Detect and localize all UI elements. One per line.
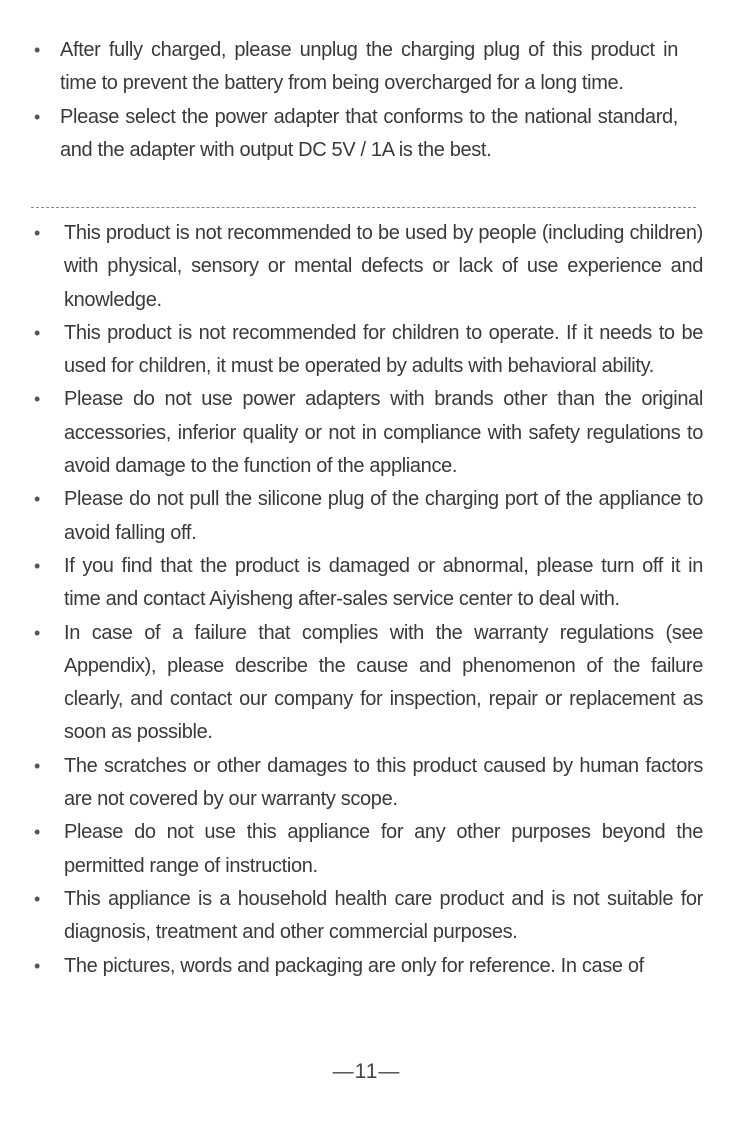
list-item — [34, 101, 678, 168]
list-item — [34, 317, 703, 384]
list-item-text: After fully charged, please unplug the charging plug of this product in time to prevent the battery from being overcharged for a long time. — [60, 39, 678, 95]
list-item — [34, 816, 703, 883]
charging-notes-list — [34, 34, 678, 167]
list-item — [34, 483, 703, 550]
bullet-icon: • — [34, 389, 40, 410]
bullet-icon: • — [34, 555, 40, 576]
bullet-icon: • — [34, 822, 40, 843]
list-item — [34, 217, 703, 317]
list-item-text: This product is not recommended for children to operate. If it needs to be used for children, it must be operated by adults with behavioral ability. — [64, 321, 703, 378]
bullet-icon: • — [34, 223, 40, 243]
bullet-icon: • — [34, 888, 40, 909]
list-item-text: This product is not recommended to be used by people (including children) with physical, sensory or mental defects or lack of use experience and knowledge. — [64, 222, 703, 311]
list-item-text: This appliance is a household health care product and is not suitable for diagnosis, treatment and other commercial purposes. — [64, 887, 703, 944]
bullet-icon: • — [34, 322, 40, 343]
safety-notes-list — [34, 217, 703, 983]
list-item-text: If you find that the product is damaged or abnormal, please turn off it in time and contact Aiyisheng after-sales service center to deal with. — [64, 554, 703, 611]
list-item-text: Please select the power adapter that conforms to the national standard, and the adapter with output DC 5V / 1A is the best. — [60, 105, 678, 161]
list-item — [34, 550, 703, 617]
list-item — [34, 617, 703, 750]
list-item — [34, 950, 703, 983]
list-item-text: Please do not use this appliance for any other purposes beyond the permitted range of instruction. — [64, 821, 703, 877]
list-item — [34, 883, 703, 950]
bullet-icon: • — [34, 622, 40, 643]
bullet-icon: • — [34, 106, 40, 127]
list-item — [34, 383, 703, 483]
bullet-icon: • — [34, 755, 40, 776]
list-item-text: In case of a failure that complies with the warranty regulations (see Appendix), please describe the cause and phenomenon of the failure clearly, and contact our company for inspection, repair or replacement as soon as possible. — [64, 621, 703, 744]
list-item-text: Please do not pull the silicone plug of the charging port of the appliance to avoid falling off. — [64, 488, 703, 544]
list-item — [34, 750, 703, 817]
bullet-icon: • — [34, 489, 40, 510]
dashed-divider — [31, 207, 696, 208]
page-number: —11— — [332, 1060, 401, 1083]
bullet-icon: • — [34, 955, 40, 976]
bullet-icon: • — [34, 40, 40, 60]
list-item-text: Please do not use power adapters with brands other than the original accessories, inferior quality or not in compliance with safety regulations to avoid damage to the function of the appliance. — [64, 388, 703, 478]
list-item-text: The scratches or other damages to this product caused by human factors are not covered by our warranty scope. — [64, 754, 703, 811]
list-item-text: The pictures, words and packaging are only for reference. In case of — [64, 954, 644, 977]
list-item — [34, 34, 678, 101]
